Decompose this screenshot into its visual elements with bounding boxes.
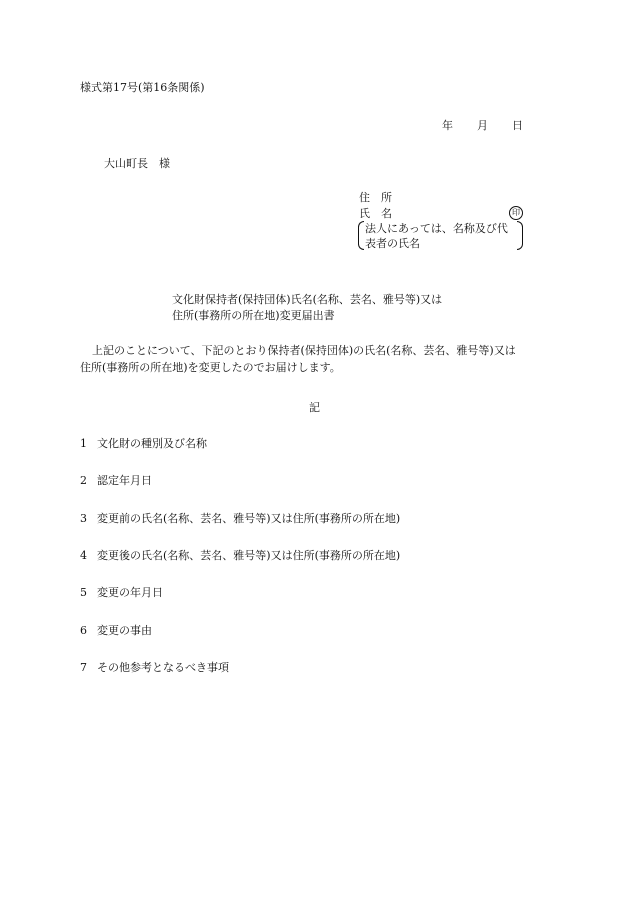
item-text: 変更前の氏名(名称、芸名、雅号等)又は住所(事務所の所在地) (97, 512, 401, 525)
corporate-note-paren-right (517, 221, 523, 250)
item-text: その他参考となるべき事項 (97, 661, 229, 674)
date-year: 年 (442, 119, 453, 132)
item-number: 2 (80, 474, 87, 487)
document-title-line2: 住所(事務所の所在地)変更届出書 (172, 309, 335, 322)
item-number: 6 (80, 624, 87, 637)
item-number: 4 (80, 549, 87, 562)
item-text: 変更の事由 (97, 624, 152, 637)
item-text: 認定年月日 (97, 474, 152, 487)
applicant-name-label: 氏 名 (359, 207, 392, 220)
item-number: 3 (80, 512, 87, 525)
corporate-note-line2: 表者の氏名 (365, 237, 420, 250)
applicant-address-label: 住 所 (359, 191, 392, 204)
corporate-note-line1: 法人にあっては、名称及び代 (365, 222, 508, 235)
item-number: 5 (80, 586, 87, 599)
item-text: 変更後の氏名(名称、芸名、雅号等)又は住所(事務所の所在地) (97, 549, 401, 562)
document-title-line1: 文化財保持者(保持団体)氏名(名称、芸名、雅号等)又は (172, 293, 443, 306)
item-text: 変更の年月日 (97, 586, 163, 599)
corporate-note-paren-left (358, 221, 364, 250)
addressee: 大山町長 様 (104, 157, 170, 170)
item-text: 文化財の種別及び名称 (97, 437, 207, 450)
date-month: 月 (477, 119, 488, 132)
ki-heading: 記 (309, 401, 320, 414)
date-day: 日 (512, 119, 523, 132)
item-number: 7 (80, 661, 87, 674)
form-number: 様式第17号(第16条関係) (80, 81, 205, 94)
body-text-line1: 上記のことについて、下記のとおり保持者(保持団体)の氏名(名称、芸名、雅号等)又は (92, 344, 516, 357)
seal-mark: 印 (509, 206, 523, 220)
body-text-line2: 住所(事務所の所在地)を変更したのでお届けします。 (80, 361, 341, 374)
item-number: 1 (80, 437, 87, 450)
